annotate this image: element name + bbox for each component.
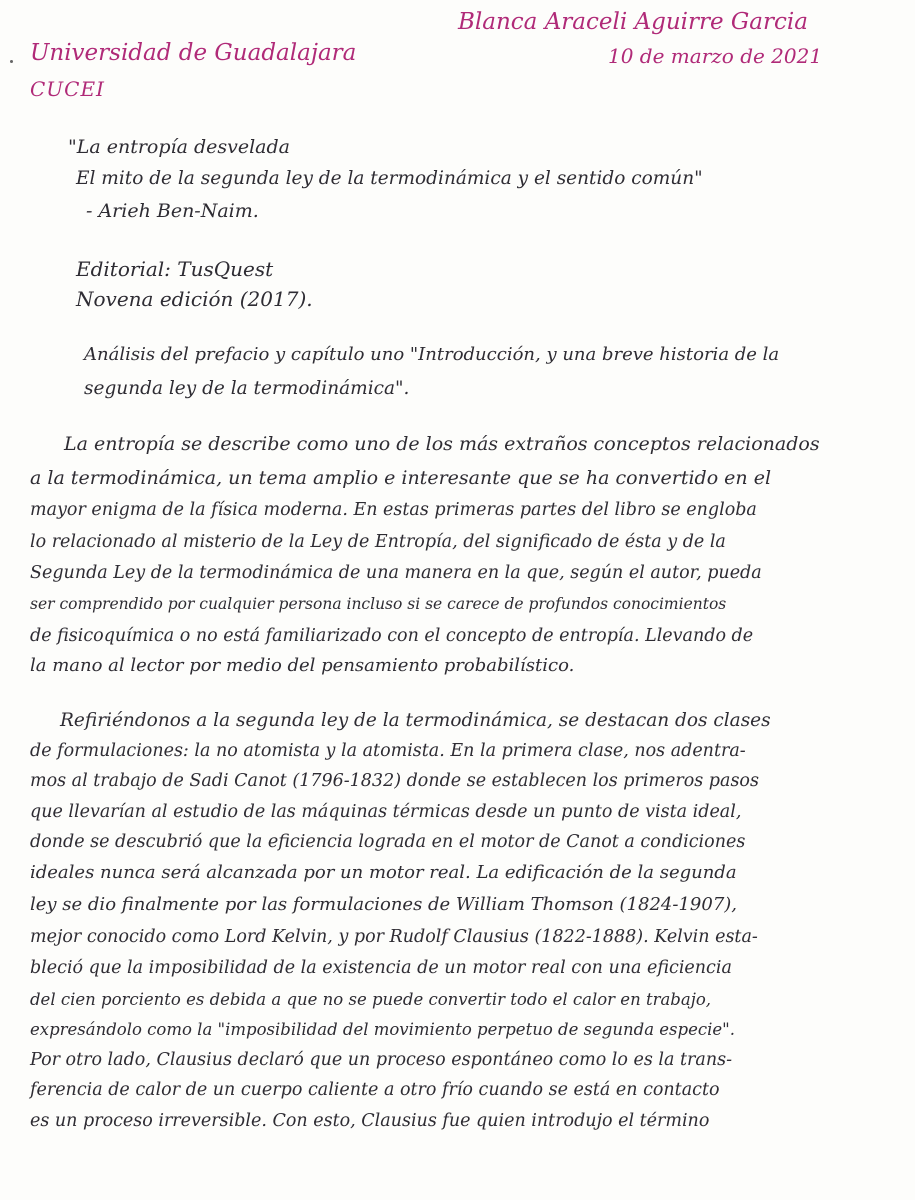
paragraph-line: la mano al lector por medio del pensamiento probabilístico. [30, 655, 575, 676]
paragraph-line: de fisicoquímica o no está familiarizado con el concepto de entropía. Llevando de [30, 626, 754, 646]
paragraph-line: Por otro lado, Clausius declaró que un proceso espontáneo como lo es la trans- [30, 1050, 732, 1070]
date: 10 de marzo de 2021 [608, 44, 823, 68]
paragraph-line: mos al trabajo de Sadi Canot (1796-1832) donde se establecen los primeros pasos [30, 771, 759, 791]
edition: Novena edición (2017). [76, 287, 313, 311]
center-name: CUCEI [30, 77, 105, 101]
publisher: Editorial: TusQuest [76, 257, 274, 281]
paragraph-line: ideales nunca será alcanzada por un motor real. La edificación de la segunda [30, 862, 737, 883]
paragraph-line: es un proceso irreversible. Con esto, Clausius fue quien introdujo el término [30, 1111, 710, 1131]
paragraph-line: que llevarían al estudio de las máquinas térmicas desde un punto de vista ideal, [30, 802, 742, 822]
paragraph-line: donde se descubrió que la eficiencia lograda en el motor de Canot a condiciones [30, 832, 746, 852]
paragraph-line: de formulaciones: la no atomista y la atomista. En la primera clase, nos adentra- [30, 741, 746, 761]
paragraph-line: expresándolo como la "imposibilidad del movimiento perpetuo de segunda especie". [30, 1020, 735, 1039]
paragraph-line: a la termodinámica, un tema amplio e interesante que se ha convertido en el [30, 467, 772, 489]
author-name: Blanca Araceli Aguirre Garcia [458, 9, 808, 35]
citation-subtitle: El mito de la segunda ley de la termodinámica y el sentido común" [76, 168, 703, 189]
paragraph-line: mejor conocido como Lord Kelvin, y por Rudolf Clausius (1822-1888). Kelvin esta- [30, 927, 758, 947]
analysis-title-line-2: segunda ley de la termodinámica". [84, 378, 410, 399]
paragraph-line: ley se dio finalmente por las formulaciones de William Thomson (1824-1907), [30, 894, 738, 915]
citation-author: - Arieh Ben-Naim. [86, 200, 259, 222]
paragraph-line: Segunda Ley de la termodinámica de una manera en la que, según el autor, pueda [30, 563, 762, 583]
paragraph-line: ser comprendido por cualquier persona incluso si se carece de profundos conocimientos [30, 595, 727, 613]
paragraph-line: mayor enigma de la física moderna. En estas primeras partes del libro se engloba [30, 500, 757, 520]
analysis-title-line-1: Análisis del prefacio y capítulo uno "Introducción, y una breve historia de la [84, 344, 780, 365]
paragraph-line: La entropía se describe como uno de los más extraños conceptos relacionados [64, 433, 820, 455]
ink-dot [10, 60, 13, 63]
paragraph-line: ferencia de calor de un cuerpo caliente a otro frío cuando se está en contacto [30, 1080, 720, 1100]
paragraph-line: del cien porciento es debida a que no se puede convertir todo el calor en trabajo, [30, 990, 711, 1009]
citation-title: "La entropía desvelada [68, 136, 290, 158]
paragraph-line: Refiriéndonos a la segunda ley de la termodinámica, se destacan dos clases [60, 710, 771, 731]
paragraph-line: bleció que la imposibilidad de la existencia de un motor real con una eficiencia [30, 958, 732, 978]
paragraph-line: lo relacionado al misterio de la Ley de Entropía, del significado de ésta y de la [30, 532, 726, 552]
university-name: Universidad de Guadalajara [30, 40, 357, 66]
